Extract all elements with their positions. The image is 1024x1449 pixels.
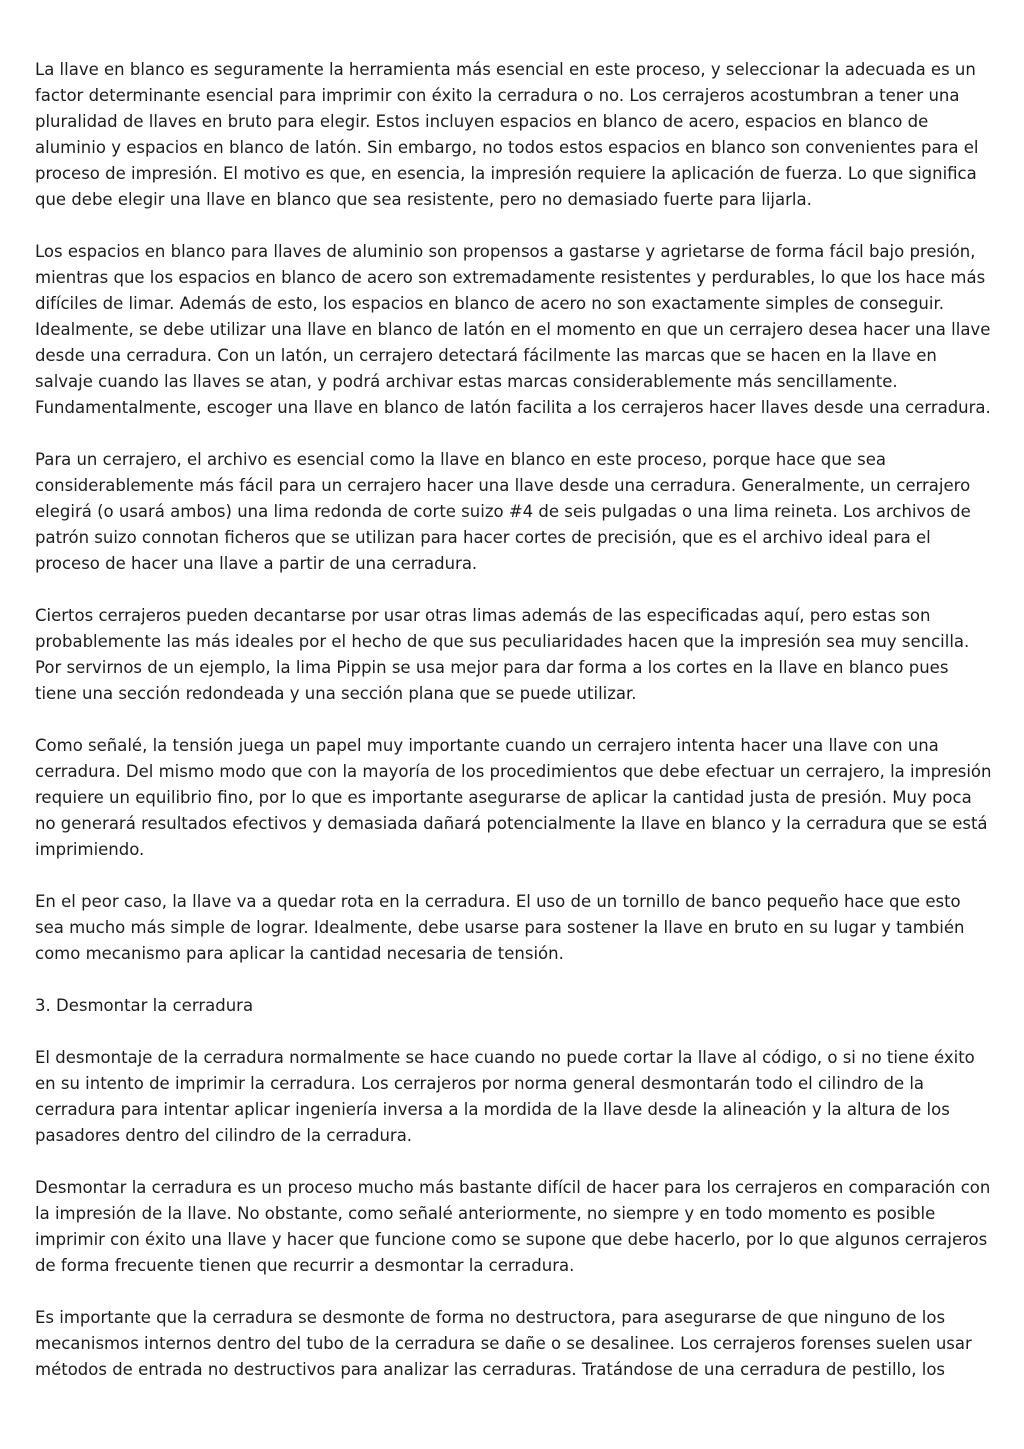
paragraph-tension: Como señalé, la tensión juega un papel muy importante cuando un cerrajero intenta hacer una llave con una cerradura. Del mismo modo que con la mayoría de los procedimientos que debe efectuar un cerrajero, la impresión requiere un equilibrio fino, por lo que es importante asegurarse de aplicar la cantidad justa de presión. Muy poca no generará resultados efectivos y demasiada dañará potencialmente la llave en blanco y la cerradura que se está imprimiendo.: [35, 736, 992, 859]
paragraph-file-tool: Para un cerrajero, el archivo es esencial como la llave en blanco en este proceso, porque hace que sea considerablemente más fácil para un cerrajero hacer una llave desde una cerradura. Generalmente, un cerrajero elegirá (o usará ambos) una lima redonda de corte suizo #4 de seis pulgadas o una lima reineta. Los archivos de patrón suizo connotan ficheros que se utilizan para hacer cortes de precisión, que es el archivo ideal para el proceso de hacer una llave a partir de una cerradura.: [35, 450, 971, 573]
paragraph-aluminium-vs-brass: Los espacios en blanco para llaves de aluminio son propensos a gastarse y agrietarse de forma fácil bajo presión, mientras que los espacios en blanco de acero son extremadamente resistentes y perdurables, lo que los hace más difíciles de limar. Además de esto, los espacios en blanco de acero no son exactamente simples de conseguir. Idealmente, se debe utilizar una llave en blanco de latón en el momento en que un cerrajero desea hacer una llave desde una cerradura. Con un latón, un cerrajero detectará fácilmente las marcas que se hacen en la llave en salvaje cuando las llaves se atan, y podrá archivar estas marcas considerablemente más sencillamente. Fundamentalmente, escoger una llave en blanco de latón facilita a los cerrajeros hacer llaves desde una cerradura.: [35, 242, 991, 417]
paragraph-worst-case: En el peor caso, la llave va a quedar rota en la cerradura. El uso de un tornillo de banco pequeño hace que esto sea mucho más simple de lograr. Idealmente, debe usarse para sostener la llave en bruto en su lugar y también como mecanismo para aplicar la cantidad necesaria de tensión.: [35, 892, 965, 963]
section-heading: 3. Desmontar la cerradura: [35, 996, 254, 1015]
paragraph-non-destructive: Es importante que la cerradura se desmonte de forma no destructora, para asegurarse de que ninguno de los mecanismos internos dentro del tubo de la cerradura se dañe o se desalinee. Los cerrajeros forenses suelen usar métodos de entrada no destructivos para analizar las cerraduras. Tratándose de una cerradura de pestillo, los: [35, 1308, 972, 1379]
paragraph-disassembly-difficulty: Desmontar la cerradura es un proceso mucho más bastante difícil de hacer para los cerrajeros en comparación con la impresión de la llave. No obstante, como señalé anteriormente, no siempre y en todo momento es posible imprimir con éxito una llave y hacer que funcione como se supone que debe hacerlo, por lo que algunos cerrajeros de forma frecuente tienen que recurrir a desmontar la cerradura.: [35, 1178, 991, 1275]
paragraph-other-files: Ciertos cerrajeros pueden decantarse por usar otras limas además de las especificadas aquí, pero estas son probablemente las más ideales por el hecho de que sus peculiaridades hacen que la impresión sea muy sencilla. Por servirnos de un ejemplo, la lima Pippin se usa mejor para dar forma a los cortes en la llave en blanco pues tiene una sección redondeada y una sección plana que se puede utilizar.: [35, 606, 970, 703]
paragraph-disassembly: El desmontaje de la cerradura normalmente se hace cuando no puede cortar la llave al código, o si no tiene éxito en su intento de imprimir la cerradura. Los cerrajeros por norma general desmontarán todo el cilindro de la cerradura para intentar aplicar ingeniería inversa a la mordida de la llave desde la alineación y la altura de los pasadores dentro del cilindro de la cerradura.: [35, 1048, 975, 1145]
paragraph-blank-key: La llave en blanco es seguramente la herramienta más esencial en este proceso, y seleccionar la adecuada es un factor determinante esencial para imprimir con éxito la cerradura o no. Los cerrajeros acostumbran a tener una pluralidad de llaves en bruto para elegir. Estos incluyen espacios en blanco de acero, espacios en blanco de aluminio y espacios en blanco de latón. Sin embargo, no todos estos espacios en blanco son convenientes para el proceso de impresión. El motivo es que, en esencia, la impresión requiere la aplicación de fuerza. Lo que significa que debe elegir una llave en blanco que sea resistente, pero no demasiado fuerte para lijarla.: [35, 60, 979, 209]
document-page: [35, 57, 993, 1409]
